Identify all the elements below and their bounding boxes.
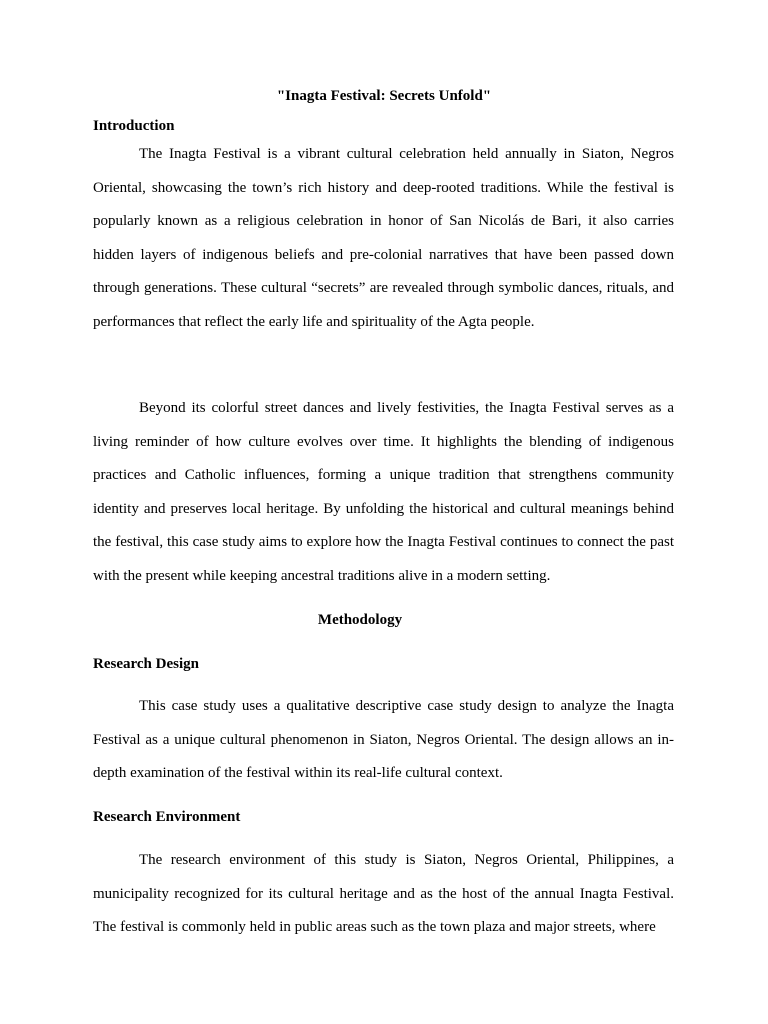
- heading-research-design: Research Design: [93, 656, 199, 672]
- introduction-paragraph-1: The Inagta Festival is a vibrant cultural celebration held annually in Siaton, Negros Oriental, showcasing the town’s rich history and deep-rooted traditions. While the festival is popularly known as a religious celebration in honor of San Nicolás de Bari, it also carries hidden layers of indigenous beliefs and pre-colonial narratives that have been passed down through generations. These cultural “secrets” are revealed through symbolic dances, rituals, and performances that reflect the early life and spirituality of the Agta people.: [93, 146, 674, 330]
- introduction-paragraph-2: Beyond its colorful street dances and lively festivities, the Inagta Festival serves as a living reminder of how culture evolves over time. It highlights the blending of indigenous practices and Catholic influences, forming a unique tradition that strengthens community identity and preserves local heritage. By unfolding the historical and cultural meanings behind the festival, this case study aims to explore how the Inagta Festival continues to connect the past with the present while keeping ancestral traditions alive in a modern setting.: [93, 400, 674, 584]
- heading-methodology: Methodology: [317, 612, 403, 628]
- research-environment-paragraph: The research environment of this study is Siaton, Negros Oriental, Philippines, a municipality recognized for its cultural heritage and as the host of the annual Inagta Festival. The festival is commonly held in public areas such as the town plaza and major streets, where: [93, 852, 674, 935]
- heading-introduction: Introduction: [93, 118, 175, 134]
- research-design-paragraph: This case study uses a qualitative descriptive case study design to analyze the Inagta Festival as a unique cultural phenomenon in Siaton, Negros Oriental. The design allows an in-depth examination of the festival within its real-life cultural context.: [93, 698, 674, 781]
- document-title: "Inagta Festival: Secrets Unfold": [276, 88, 492, 104]
- heading-research-environment: Research Environment: [93, 809, 241, 825]
